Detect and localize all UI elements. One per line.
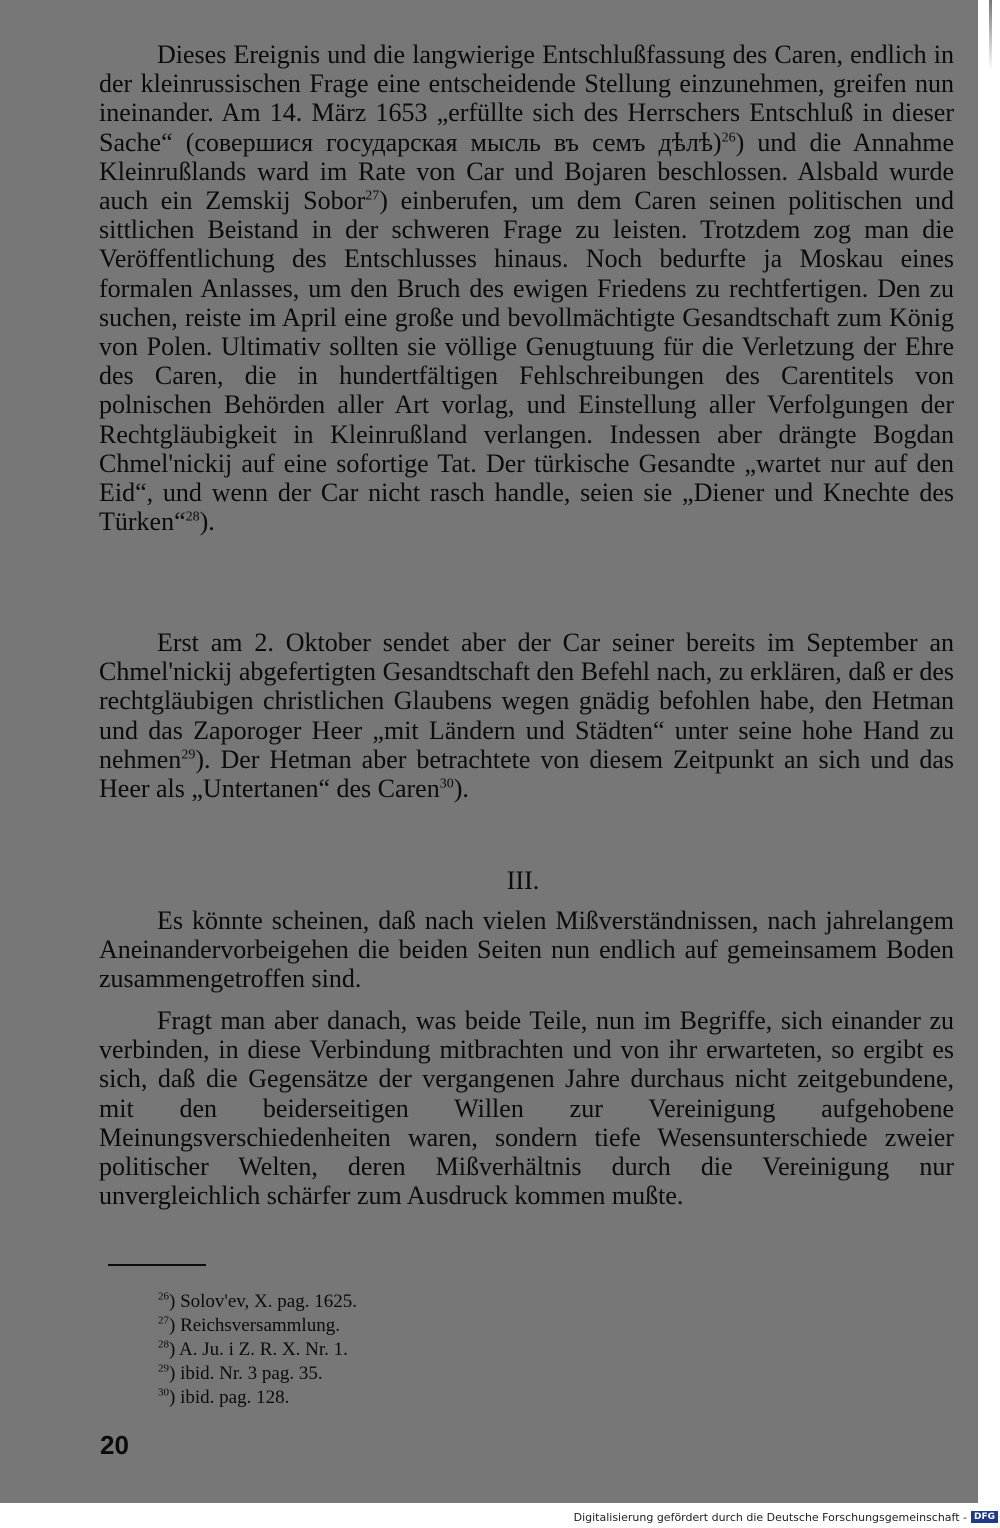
paragraph-4: Fragt man aber danach, was beide Teile, nun im Begriffe, sich einander zu verbinden, in diese Verbindung mitbrachten und von ihr erwarteten, so ergibt es sich, daß die Gegensätze der vergangenen Jahre durchaus nicht zeitgebundene, mit den beiderseitigen Willen zur Vereinigung aufgehobene Meinungsverschiedenheiten waren, sondern tiefe Wesensunterschiede zweier politischer Welten, deren Mißverhältnis durch die Vereinigung nur unvergleichlich schärfer zum Ausdruck kommen mußte. xyxy=(99,1006,954,1211)
paragraph-1-text-4: ). xyxy=(199,507,215,537)
paragraph-2-text-3: ). xyxy=(453,774,469,804)
paragraph-1-text: Caren, endlich in der kleinrussischen Frage eine entscheidende Stellung einzunehmen, greifen nun ineinander. Am 14. März 1653 „erfüllte sich des Herrschers Entschluß in dieser Sache“ (совершися государская мысль въ семъ дѣлѣ) xyxy=(99,40,954,157)
footnote-number: 28 xyxy=(158,1338,169,1351)
footnote-ref-27[interactable]: 27 xyxy=(365,188,380,204)
footer-text: Digitalisierung gefördert durch die Deutsche Forschungsgemeinschaft - xyxy=(573,1510,967,1524)
footnote-divider xyxy=(108,1264,206,1266)
paragraph-1-text-2: ) und die Annahme Kleinrußlands ward im Rate von Car und Bojaren beschlossen. Alsbald wurde auch ein Zemskij Sobor xyxy=(99,127,954,216)
section-heading: III. xyxy=(506,866,540,895)
footnotes xyxy=(158,1290,658,1410)
footnote-27 xyxy=(158,1314,658,1338)
paragraph-1-text-3: ) einberufen, um dem Caren seinen politischen und sittlichen Beistand in der schweren Frage zu leisten. Trotzdem zog man die Veröffentlichung des Entschlusses hinaus. Noch bedurfte ja Moskau eines formalen Anlasses, um den Bruch des ewigen Friedens zu rechtfertigen. Den zu suchen, reiste im April eine große und bevollmächtigte Gesandtschaft zum König von Polen. Ultimativ sollten sie völlige Genugtuung für die Verletzung der Ehre des Caren, die in hundertfältigen Fehlschreibungen des Carentitels von polnischen Behörden aller Art vorlag, und Einstellung aller Verfolgungen der Rechtgläubigkeit in Kleinrußland verlangen. Indessen aber drängte Bogdan Chmel'nickij auf eine sofortige Tat. Der türkische Gesandte „wartet nur auf den Eid“, und wenn der Car nicht rasch handle, seien sie „Diener und Knechte des Türken“ xyxy=(99,186,954,537)
paragraph-1 xyxy=(99,40,954,536)
paragraph-2-text: Erst am 2. Oktober sendet aber der Car seiner bereits im September an Chmel'nickij abgefertigten Gesandtschaft den Befehl nach, zu erklären, daß er des rechtgläubigen christlichen Glaubens wegen gnädig befohlen habe, den Hetman und das Zaporoger Heer „mit Ländern und Städten“ unter seine hohe Hand zu nehmen xyxy=(99,628,954,774)
footnote-ref-26[interactable]: 26 xyxy=(721,129,736,145)
footnote-ref-28[interactable]: 28 xyxy=(185,509,200,525)
footnote-number: 27 xyxy=(158,1314,169,1327)
digitization-footer xyxy=(574,1509,998,1525)
footnote-30 xyxy=(158,1386,658,1410)
scan-edge xyxy=(980,0,1000,1503)
footnote-number: 26 xyxy=(158,1290,169,1303)
footnote-26 xyxy=(158,1290,658,1314)
paragraph-2-text-2: ). Der Hetman aber betrachtete von diesem Zeitpunkt an sich und das Heer als „Untertanen“ des Caren xyxy=(99,744,954,804)
page-number: 20 xyxy=(100,1430,129,1460)
paragraph-2 xyxy=(99,628,954,803)
footnote-ref-30[interactable]: 30 xyxy=(439,776,454,792)
footnote-number: 29 xyxy=(158,1362,169,1375)
paragraph-3: Es könnte scheinen, daß nach vielen Mißverständnissen, nach jahrelangem Aneinandervorbeigehen die beiden Seiten nun endlich auf gemeinsamem Boden zusammengetroffen sind. xyxy=(99,906,954,994)
scan-edge-mark xyxy=(989,0,992,70)
paragraph-1-lead: Dieses Ereignis und die langwierige Entschlußfassung des xyxy=(157,40,768,69)
footnote-text: ) A. Ju. i Z. R. X. Nr. 1. xyxy=(169,1339,348,1360)
footnote-text: ) ibid. pag. 128. xyxy=(169,1387,290,1408)
footnote-ref-29[interactable]: 29 xyxy=(181,747,196,763)
footnote-28 xyxy=(158,1338,658,1362)
footnote-text: ) ibid. Nr. 3 pag. 35. xyxy=(169,1363,323,1384)
footnote-number: 30 xyxy=(158,1386,169,1399)
footnote-text: ) Reichsversammlung. xyxy=(169,1315,340,1336)
footnote-text: ) Solov'ev, X. pag. 1625. xyxy=(169,1291,357,1312)
footnote-29 xyxy=(158,1362,658,1386)
dfg-logo-icon: DFG xyxy=(971,1511,998,1523)
